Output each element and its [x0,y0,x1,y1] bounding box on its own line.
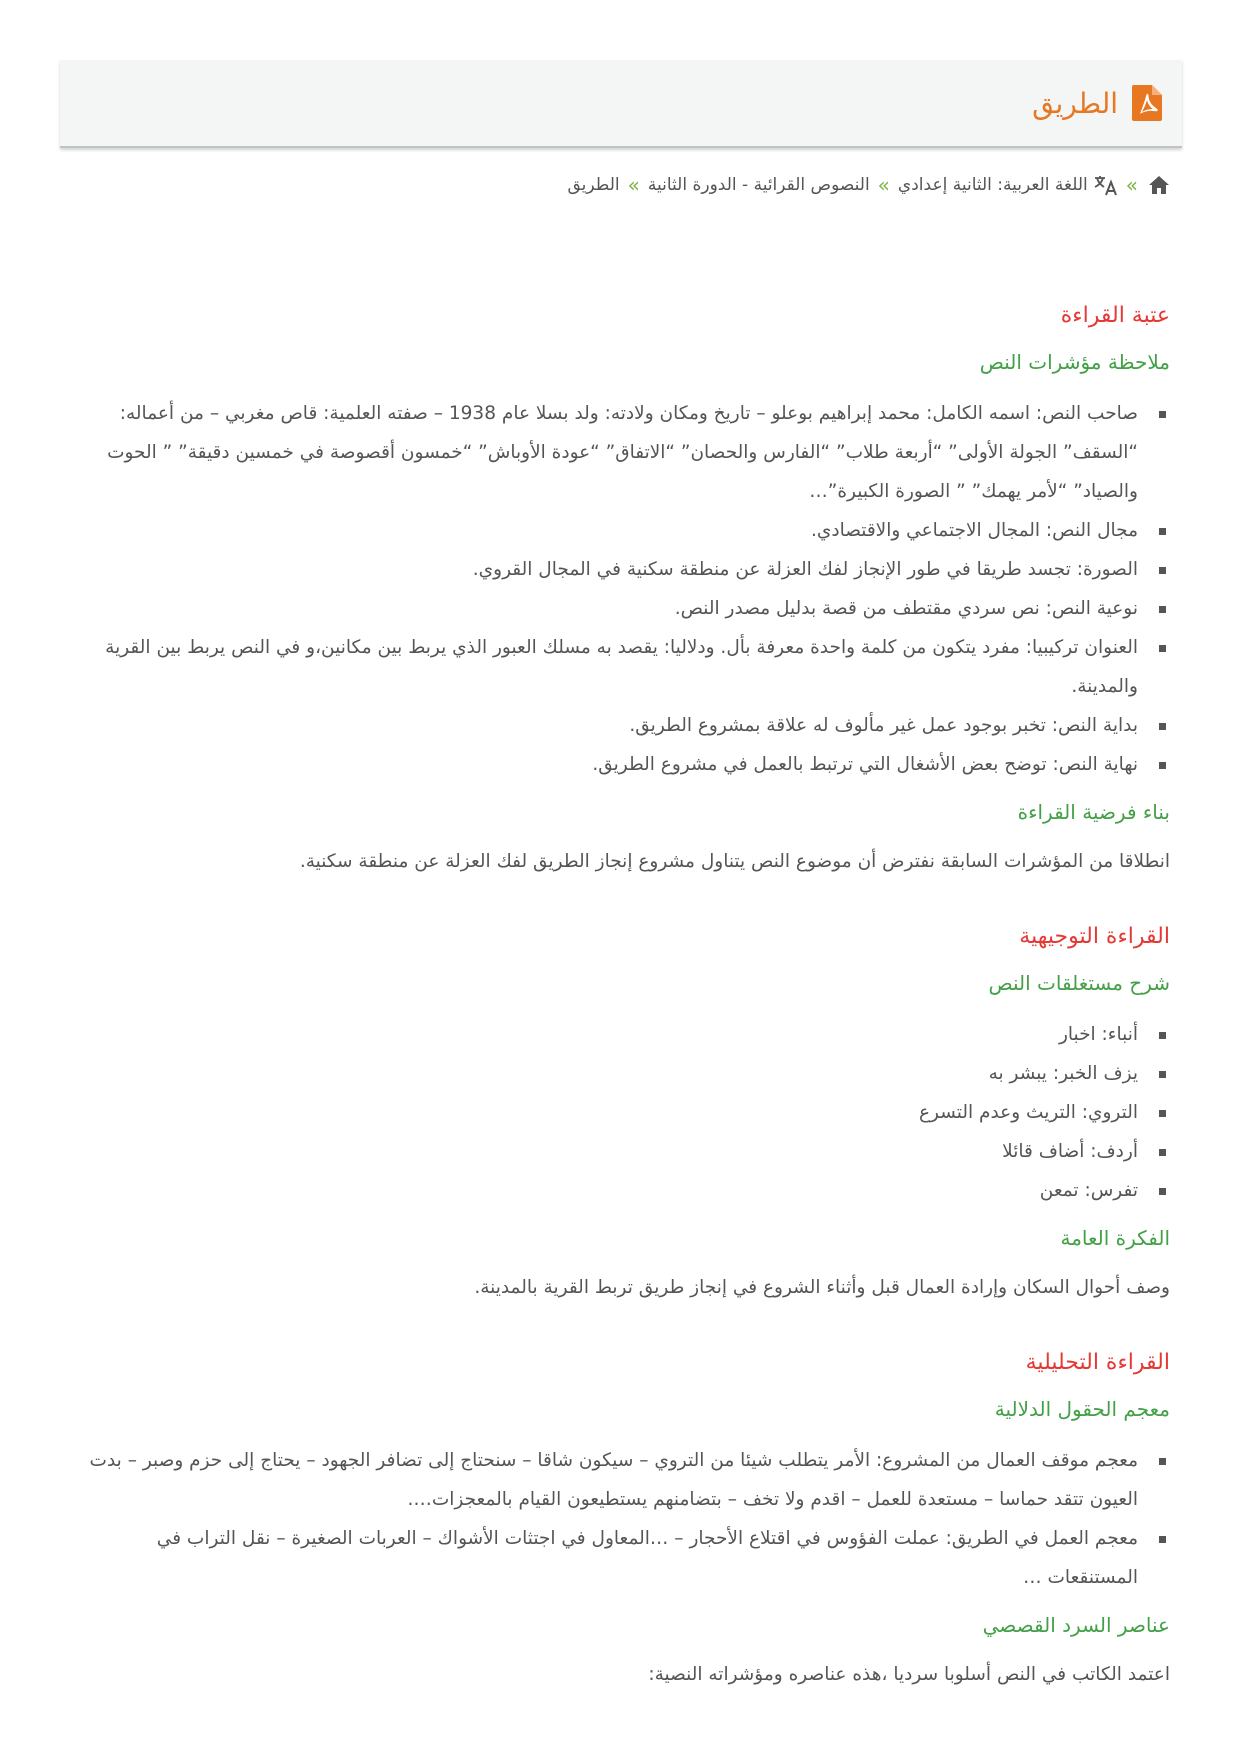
sub-heading-observation: ملاحظة مؤشرات النص [979,350,1170,374]
article-body [70,296,1170,1694]
section-heading-threshold: عتبة القراءة [1060,303,1170,328]
list-item: أنباء: اخبار [70,1015,1170,1054]
breadcrumb-item-category[interactable]: النصوص القرائية - الدورة الثانية [647,175,870,195]
pdf-icon[interactable] [1132,85,1162,121]
list-item: التروي: التريث وعدم التسرع [70,1093,1170,1132]
breadcrumb-item-subject[interactable]: اللغة العربية: الثانية إعدادي [897,175,1088,195]
list-item: تفرس: تمعن [70,1171,1170,1210]
section-heading-guided: القراءة التوجيهية [1019,924,1170,949]
breadcrumb [568,170,1171,200]
list-item: بداية النص: تخبر بوجود عمل غير مألوف له علاقة بمشروع الطريق. [70,706,1170,745]
list-item: العنوان تركيبيا: مفرد يتكون من كلمة واحدة معرفة بأل. ودلاليا: يقصد به مسلك العبور الذي يربط بين مكانين،و في النص يربط بين القرية والمدينة. [70,628,1170,706]
list-item: معجم العمل في الطريق: عملت الفؤوس في اقتلاع الأحجار – …المعاول في اجتثات الأشواك – العربات الصغيرة – نقل التراب في المستنقعات … [70,1519,1170,1597]
list-item: مجال النص: المجال الاجتماعي والاقتصادي. [70,511,1170,550]
page-title: الطريق [1032,86,1118,120]
breadcrumb-separator: » [627,173,640,197]
main-idea-text: وصف أحوال السكان وإرادة العمال قبل وأثناء الشروع في إنجاز طريق تربط القرية بالمدينة. [474,1277,1170,1298]
breadcrumb-separator: » [877,173,890,197]
page-header [60,60,1182,148]
sub-heading-narrative: عناصر السرد القصصي [982,1613,1170,1637]
sub-heading-vocab: شرح مستغلقات النص [988,971,1170,995]
home-icon[interactable] [1148,175,1170,195]
list-item: أردف: أضاف قائلا [70,1132,1170,1171]
vocab-list [70,1015,1170,1210]
list-item: صاحب النص: اسمه الكامل: محمد إبراهيم بوعلو – تاريخ ومكان ولادته: ولد بسلا عام 1938 – صفته العلمية: قاص مغربي – من أعماله: “السقف” الجولة الأولى” “أربعة طلاب” “الفارس والحصان” “الاتفاق” “عودة الأوباش” “خمسون أقصوصة في خمسين دقيقة” ” الحوت والصياد” “لأمر يهمك” ” الصورة الكبيرة”… [70,394,1170,511]
list-item: نهاية النص: توضح بعض الأشغال التي ترتبط بالعمل في مشروع الطريق. [70,745,1170,784]
sub-heading-main-idea: الفكرة العامة [1060,1226,1170,1250]
breadcrumb-separator: » [1125,173,1138,197]
section-heading-analytical: القراءة التحليلية [1025,1350,1170,1375]
sub-heading-hypothesis: بناء فرضية القراءة [1017,800,1170,824]
narrative-text: اعتمد الكاتب في النص أسلوبا سرديا ،هذه عناصره ومؤشراته النصية: [648,1664,1170,1685]
list-item: يزف الخبر: يبشر به [70,1054,1170,1093]
sub-heading-fields: معجم الحقول الدلالية [994,1397,1170,1421]
hypothesis-text: انطلاقا من المؤشرات السابقة نفترض أن موضوع النص يتناول مشروع إنجاز الطريق لفك العزلة عن منطقة سكنية. [299,851,1170,872]
fields-list [70,1441,1170,1597]
list-item: معجم موقف العمال من المشروع: الأمر يتطلب شيئا من التروي – سيكون شاقا – سنحتاج إلى تضافر الجهود – يحتاج إلى حزم وصبر – بدت العيون تتقد حماسا – مستعدة للعمل – اقدم ولا تخف – بتضامنهم يستطيعون القيام بالمعجزات…. [70,1441,1170,1519]
breadcrumb-item-current: الطريق [567,175,620,195]
translate-icon [1094,174,1118,196]
observation-list [70,394,1170,784]
list-item: نوعية النص: نص سردي مقتطف من قصة بدليل مصدر النص. [70,589,1170,628]
list-item: الصورة: تجسد طريقا في طور الإنجاز لفك العزلة عن منطقة سكنية في المجال القروي. [70,550,1170,589]
